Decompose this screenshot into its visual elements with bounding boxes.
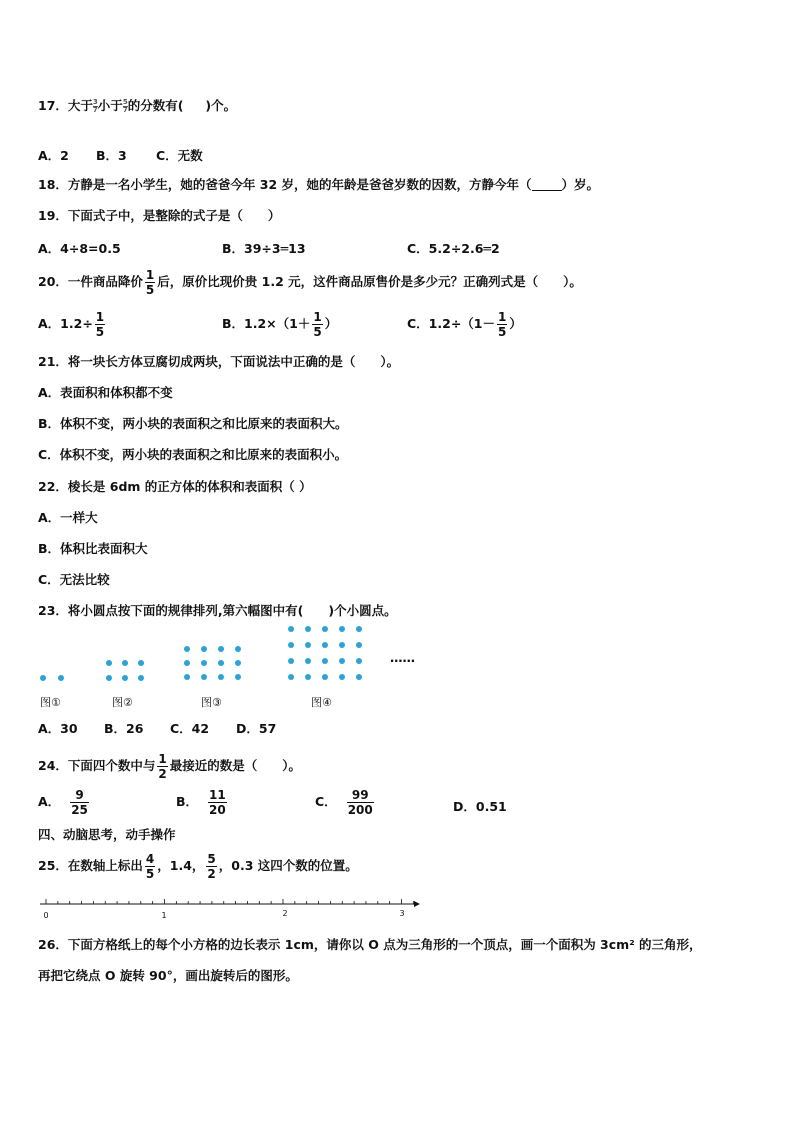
figure-2-dot	[106, 660, 112, 666]
fraction-1-5: $\frac{1}{5}$	[95, 310, 105, 339]
fraction-5-7: $\frac{5}{7}$	[122, 98, 128, 114]
q19-option-c[interactable]: C．5.2÷2.6═2	[407, 241, 500, 256]
fraction-11-20: $\frac{11}{20}$	[209, 788, 226, 817]
figure-3-dot	[218, 674, 224, 680]
figure-4-dot	[322, 658, 328, 664]
question-26-line1: 26．下面方格纸上的每个小方格的边长表示 1cm，请你以 O 点为三角形的一个顶点，画一个面积为 3cm² 的三角形，	[38, 937, 702, 952]
q20-option-b[interactable]: B．1.2×（1＋ $\frac{1}{5}$ ）	[222, 310, 338, 339]
q17-option-a[interactable]: A．2	[38, 148, 69, 163]
figure-4-dot	[288, 658, 294, 664]
q17-option-c[interactable]: C．无数	[156, 148, 203, 163]
question-17: 17．大于 $\frac{3}{7}$ 小于 $\frac{5}{7}$ 的分数有( )个。	[38, 98, 237, 114]
q24-option-a[interactable]: A． $\frac{9}{25}$	[38, 788, 88, 817]
figure-4-dot	[305, 658, 311, 664]
question-25: 25．在数轴上标出 $\frac{4}{5}$ ，1.4， $\frac{5}{2}$ ，0.3 这四个数的位置。	[38, 852, 358, 881]
section-heading: 四、动脑思考，动手操作	[38, 827, 176, 842]
figure-4-dot	[356, 642, 362, 648]
q21-option-a[interactable]: A．表面积和体积都不变	[38, 385, 173, 400]
figure-2-dot	[122, 660, 128, 666]
figure-4-dot	[288, 674, 294, 680]
question-21: 21．将一块长方体豆腐切成两块，下面说法中正确的是（ ）。	[38, 354, 400, 369]
fraction-1-5: $\frac{1}{5}$	[313, 310, 322, 339]
fraction-4-5: $\frac{4}{5}$	[145, 852, 155, 881]
figure-4-dot	[322, 626, 328, 632]
axis-tick-1: 1	[161, 911, 167, 920]
figure-4-dot	[339, 674, 345, 680]
question-18: 18．方静是一名小学生，她的爸爸今年 32 岁，她的年龄是爸爸岁数的因数，方静今年（ ）岁。	[38, 177, 600, 192]
fraction-3-7: $\frac{3}{7}$	[92, 98, 98, 114]
figure-3-dot	[235, 674, 241, 680]
q22-option-b[interactable]: B．体积比表面积大	[38, 541, 148, 556]
question-26-line2: 再把它绕点 O 旋转 90°，画出旋转后的图形。	[38, 968, 298, 983]
q23-option-c[interactable]: C．42	[170, 721, 210, 736]
figure-3-dot	[201, 660, 207, 666]
figure-3-label: 图③	[201, 696, 222, 709]
figure-2-dot	[138, 660, 144, 666]
figure-4-dot	[356, 626, 362, 632]
figure-4-dot	[339, 642, 345, 648]
figure-4-label: 图④	[311, 696, 332, 709]
q24-option-b[interactable]: B． $\frac{11}{20}$	[176, 788, 226, 817]
answer-blank[interactable]	[532, 178, 562, 191]
q22-option-a[interactable]: A．一样大	[38, 510, 98, 525]
question-19: 19．下面式子中，是整除的式子是（ ）	[38, 208, 281, 223]
figure-4-dot	[305, 674, 311, 680]
q19-option-a[interactable]: A．4÷8=0.5	[38, 241, 121, 256]
figure-4-dot	[339, 658, 345, 664]
axis-tick-0: 0	[43, 911, 49, 920]
figure-4-dot	[288, 642, 294, 648]
figure-3-dot	[184, 646, 190, 652]
axis-tick-2: 2	[282, 909, 288, 918]
figure-3-dot	[201, 674, 207, 680]
q23-option-b[interactable]: B．26	[104, 721, 144, 736]
question-22: 22．棱长是 6dm 的正方体的体积和表面积（ ）	[38, 479, 312, 494]
figure-1-label: 图①	[40, 696, 61, 709]
q20-option-c[interactable]: C．1.2÷（1－ $\frac{1}{5}$ ）	[407, 310, 522, 339]
figure-1-dot	[58, 675, 64, 681]
figure-2-label: 图②	[112, 696, 133, 709]
question-24: 24．下面四个数中与 $\frac{1}{2}$ 最接近的数是（ ）。	[38, 752, 302, 781]
figure-3-dot	[235, 660, 241, 666]
q22-option-c[interactable]: C．无法比较	[38, 572, 110, 587]
q17-option-b[interactable]: B．3	[96, 148, 127, 163]
figure-2-dot	[122, 675, 128, 681]
dots-ellipsis: ……	[390, 650, 415, 665]
figure-3-dot	[235, 646, 241, 652]
fraction-1-2: $\frac{1}{2}$	[158, 752, 167, 781]
figure-2-dot	[138, 675, 144, 681]
figure-3-dot	[218, 660, 224, 666]
q21-option-c[interactable]: C．体积不变，两小块的表面积之和比原来的表面积小。	[38, 447, 348, 462]
q23-option-d[interactable]: D．57	[236, 721, 277, 736]
figure-4-dot	[356, 658, 362, 664]
figure-4-dot	[288, 626, 294, 632]
q20-option-a[interactable]: A．1.2÷ $\frac{1}{5}$	[38, 310, 105, 339]
number-line	[36, 896, 456, 926]
fraction-5-2: $\frac{5}{2}$	[207, 852, 216, 881]
figure-4-dot	[322, 642, 328, 648]
axis-tick-3: 3	[399, 909, 405, 918]
fraction-1-5: $\frac{1}{5}$	[498, 310, 507, 339]
figure-4-dot	[322, 674, 328, 680]
figure-4-dot	[356, 674, 362, 680]
fraction-99-200: $\frac{99}{200}$	[347, 788, 373, 817]
q19-option-b[interactable]: B．39÷3═13	[222, 241, 306, 256]
q24-option-c[interactable]: C． $\frac{99}{200}$	[315, 788, 373, 817]
figure-4-dot	[305, 642, 311, 648]
figure-3-dot	[184, 660, 190, 666]
fraction-9-25: $\frac{9}{25}$	[71, 788, 88, 817]
q21-option-b[interactable]: B．体积不变，两小块的表面积之和比原来的表面积大。	[38, 416, 348, 431]
question-23: 23．将小圆点按下面的规律排列,第六幅图中有( )个小圆点。	[38, 603, 397, 618]
question-20: 20．一件商品降价 $\frac{1}{5}$ 后，原价比现价贵 1.2 元，这件商品原售价是多少元？正确列式是（ ）。	[38, 268, 582, 297]
figure-3-dot	[201, 646, 207, 652]
q24-option-d[interactable]: D．0.51	[453, 799, 507, 814]
figure-1-dot	[40, 675, 46, 681]
fraction-1-5: $\frac{1}{5}$	[145, 268, 155, 297]
figure-3-dot	[218, 646, 224, 652]
figure-2-dot	[106, 675, 112, 681]
figure-3-dot	[184, 674, 190, 680]
q17-number: 17．	[38, 98, 68, 113]
figure-4-dot	[339, 626, 345, 632]
q23-option-a[interactable]: A．30	[38, 721, 78, 736]
figure-4-dot	[305, 626, 311, 632]
